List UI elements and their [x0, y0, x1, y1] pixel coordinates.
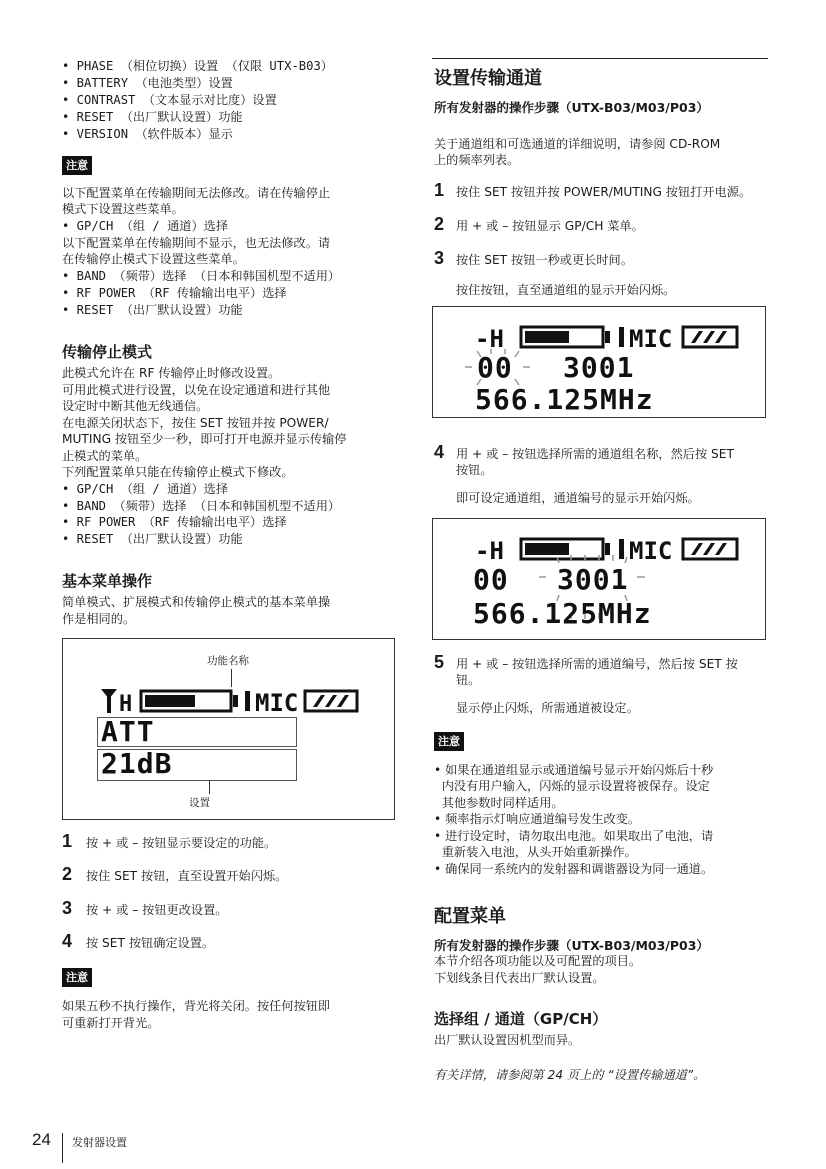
section-title-set-channel: 设置传输通道: [434, 68, 542, 89]
note1-line: • RF POWER （RF 传输输出电平）选择: [62, 286, 287, 300]
step-number: 1: [434, 180, 445, 200]
note1-line: • BAND （频带）选择 （日本和韩国机型不适用）: [62, 269, 341, 283]
svg-text:H: H: [119, 692, 133, 715]
antenna-icon: [101, 689, 117, 713]
step-text: 按住 SET 按钮一秒或更长时间。: [456, 253, 633, 267]
section1-line: 止模式的菜单。: [62, 449, 148, 463]
svg-text:-H: -H: [475, 325, 504, 351]
step-text: 用 + 或 – 按钮选择所需的通道编号，然后按 SET 按: [456, 657, 738, 671]
config-line: 下划线条目代表出厂默认设置。: [434, 971, 605, 985]
battery-level: [145, 695, 195, 707]
step-text: 用 + 或 – 按钮显示 GP/CH 菜单。: [456, 219, 644, 233]
step-text: 按住 SET 按钮并按 POWER/MUTING 按钮打开电源。: [456, 185, 752, 199]
subtitle-all-transmitters: 所有发射器的操作步骤（UTX-B03/M03/P03）: [434, 938, 709, 953]
lcd-channel-value: 3001: [563, 351, 635, 384]
bullet-version: • VERSION （软件版本）显示: [62, 127, 233, 141]
figure-label-setting: 设置: [189, 797, 210, 809]
note-line: 重新装入电池，从头开始重新操作。: [434, 845, 637, 859]
footer-section-name: 发射器设置: [72, 1136, 127, 1149]
menu-display-figure: [62, 638, 395, 820]
note-line: • 确保同一系统内的发射器和调谐器设为同一通道。: [434, 862, 714, 876]
note2-line: 可重新打开背光。: [62, 1016, 160, 1030]
figure-label-function-name: 功能名称: [207, 655, 249, 667]
note1-line: 以下配置菜单在传输期间不显示，也无法修改。请: [62, 236, 331, 250]
note-badge: 注意: [62, 156, 92, 175]
mic-label: MIC: [629, 537, 673, 563]
lcd-figure-channel-blinking: [432, 518, 766, 640]
function-name-value: ATT: [101, 715, 155, 748]
section-title-gp-ch: 选择组 / 通道（GP/CH）: [434, 1010, 608, 1028]
step-number: 4: [62, 931, 73, 951]
step-text: 按钮。: [456, 463, 493, 477]
note-badge: 注意: [62, 968, 92, 987]
lcd-figure-group-blinking: [432, 306, 766, 418]
step-number: 3: [434, 248, 445, 268]
bullet-reset: • RESET （出厂默认设置）功能: [62, 110, 243, 124]
lcd-group-value: 00: [477, 351, 513, 384]
lcd-channel-value: 3001: [557, 563, 629, 596]
gp-ch-line: 出厂默认设置因机型而异。: [434, 1033, 581, 1047]
section1-line: • BAND （频带）选择 （日本和韩国机型不适用）: [62, 499, 341, 513]
step-text: 用 + 或 – 按钮选择所需的通道组名称，然后按 SET: [456, 447, 734, 461]
section1-line: • RF POWER （RF 传输输出电平）选择: [62, 515, 287, 529]
bullet-contrast: • CONTRAST （文本显示对比度）设置: [62, 93, 277, 107]
battery-level: [525, 543, 569, 555]
step-number: 5: [434, 652, 445, 672]
note-badge: 注意: [434, 732, 464, 751]
section1-line: • GP/CH （组 / 通道）选择: [62, 482, 229, 496]
section-rule: [432, 58, 768, 59]
note1-line: • GP/CH （组 / 通道）选择: [62, 219, 229, 233]
cross-reference: 有关详情，请参阅第 24 页上的 “设置传输通道”。: [434, 1068, 706, 1082]
note1-line: 以下配置菜单在传输期间无法修改。请在传输停止: [62, 186, 331, 200]
section1-line: 设定时中断其他无线通信。: [62, 399, 209, 413]
step-number: 2: [434, 214, 445, 234]
bullet-battery: • BATTERY （电池类型）设置: [62, 76, 233, 90]
subtitle-all-transmitters: 所有发射器的操作步骤（UTX-B03/M03/P03）: [434, 100, 709, 115]
note-line: • 频率指示灯响应通道编号发生改变。: [434, 812, 641, 826]
lcd-group-value: 00: [473, 563, 509, 596]
step-subtext: 即可设定通道组，通道编号的显示开始闪烁。: [456, 491, 700, 505]
lcd-frequency-value: 566.125MHz: [473, 597, 652, 630]
note-line: • 进行设定时，请勿取出电池。如果取出了电池，请: [434, 829, 714, 843]
step-subtext: 按住按钮，直至通道组的显示开始闪烁。: [456, 283, 676, 297]
note1-line: • RESET （出厂默认设置）功能: [62, 303, 243, 317]
config-line: 本节介绍各项功能以及可配置的项目。: [434, 954, 642, 968]
step-number: 2: [62, 864, 73, 884]
section1-line: 此模式允许在 RF 传输停止时修改设置。: [62, 366, 281, 380]
section-title-config-menu: 配置菜单: [434, 906, 506, 927]
note-line: • 如果在通道组显示或通道编号显示开始闪烁后十秒: [434, 763, 714, 777]
lcd-frequency-value: 566.125MHz: [475, 383, 654, 416]
step-text: 按 + 或 – 按钮更改设置。: [86, 903, 228, 917]
page-number: 24: [32, 1130, 51, 1149]
step-text: 钮。: [456, 673, 481, 687]
bullet-phase: • PHASE （相位切换）设置 （仅限 UTX-B03）: [62, 59, 333, 73]
section1-line: 可用此模式进行设置，以免在设定通道和进行其他: [62, 383, 331, 397]
step-text: 按 + 或 – 按钮显示要设定的功能。: [86, 836, 277, 850]
note-line: 其他参数时同样适用。: [434, 796, 564, 810]
section-title-basic-menu: 基本菜单操作: [62, 572, 153, 590]
svg-text:-H: -H: [475, 537, 504, 563]
mic-label: MIC: [629, 325, 673, 351]
section1-line: 下列配置菜单只能在传输停止模式下修改。: [62, 465, 294, 479]
intro-line: 上的频率列表。: [434, 153, 520, 167]
section2-line: 简单模式、扩展模式和传输停止模式的基本菜单操: [62, 595, 331, 609]
intro-line: 关于通道组和可选通道的详细说明，请参阅 CD-ROM: [434, 137, 721, 151]
section1-line: • RESET （出厂默认设置）功能: [62, 532, 243, 546]
section1-line: MUTING 按钮至少一秒，即可打开电源并显示传输停: [62, 432, 347, 446]
note-line: 内没有用户输入，闪烁的显示设置将被保存。设定: [434, 779, 710, 793]
lcd-status-row: [99, 685, 361, 715]
step-text: 按住 SET 按钮，直至设置开始闪烁。: [86, 869, 288, 883]
step-number: 1: [62, 831, 73, 851]
setting-value: 21dB: [101, 747, 173, 780]
mic-label: MIC: [255, 689, 299, 715]
footer-divider: [62, 1133, 63, 1163]
callout-line: [209, 780, 210, 794]
step-text: 按 SET 按钮确定设置。: [86, 936, 215, 950]
note2-line: 如果五秒不执行操作，背光将关闭。按任何按钮即: [62, 999, 331, 1013]
step-subtext: 显示停止闪烁，所需通道被设定。: [456, 701, 639, 715]
section1-line: 在电源关闭状态下，按住 SET 按钮并按 POWER/: [62, 416, 329, 430]
lcd-status-row: [475, 321, 745, 351]
step-number: 4: [434, 442, 445, 462]
section-title-transmit-stop: 传输停止模式: [62, 343, 153, 361]
note1-line: 在传输停止模式下设置这些菜单。: [62, 252, 245, 266]
battery-level: [525, 331, 569, 343]
step-number: 3: [62, 898, 73, 918]
note1-line: 模式下设置这些菜单。: [62, 202, 184, 216]
section2-line: 作是相同的。: [62, 612, 136, 626]
